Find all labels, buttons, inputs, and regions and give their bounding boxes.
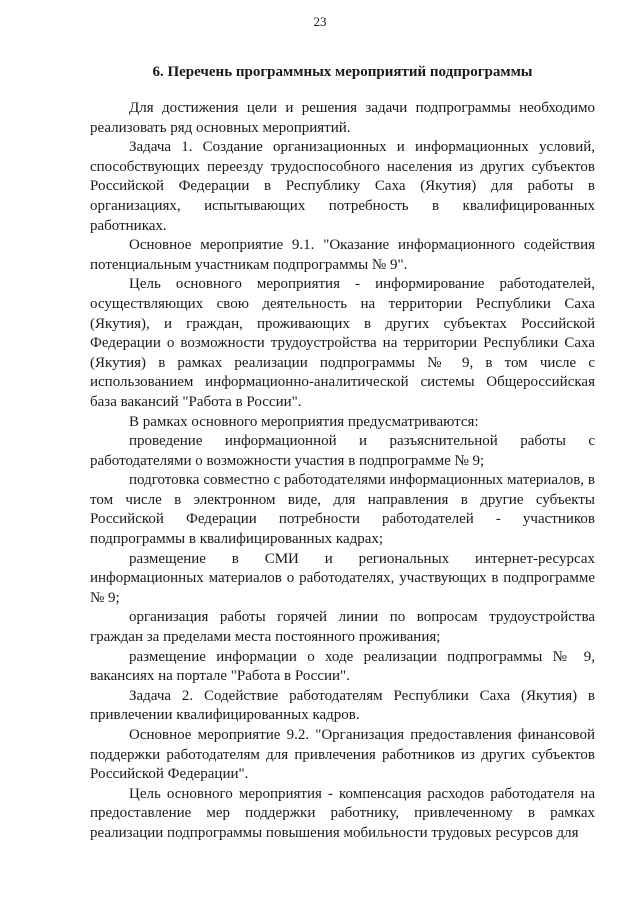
list-item-info-materials: подготовка совместно с работодателями информационных материалов, в том числе в электронном виде, для направления в другие субъекты Российской Федерации потребности работодателей - участников подпрограммы в квалифицированных кадрах;: [90, 472, 595, 548]
list-item-hotline: организация работы горячей линии по вопросам трудоустройства граждан за пределами места постоянного проживания;: [90, 609, 595, 646]
page-number: 23: [313, 14, 327, 29]
paragraph-measure-9-2: Основное мероприятие 9.2. "Организация предоставления финансовой поддержки работодателям для привлечения работников из других субъектов Российской Федерации".: [90, 727, 595, 783]
paragraph-task-2: Задача 2. Содействие работодателям Республики Саха (Якутия) в привлечении квалифицированных кадров.: [90, 687, 595, 724]
paragraph-measure-9-1: Основное мероприятие 9.1. "Оказание информационного содействия потенциальным участникам подпрограммы № 9".: [90, 237, 595, 273]
paragraph-provisions-intro: В рамках основного мероприятия предусматриваются:: [129, 413, 479, 430]
paragraph-task-1: Задача 1. Создание организационных и информационных условий, способствующих переезду трудоспособного населения из других субъектов Российской Федерации в Республику Саха (Якутия) для работы в организациях, испытывающих потребность в квалифицированных работниках.: [90, 139, 595, 234]
list-item-explanatory-work: проведение информационной и разъяснительной работы с работодателями о возможности участия в подпрограмме № 9;: [90, 433, 595, 469]
paragraph-measure-9-1-goal: Цель основного мероприятия - информирование работодателей, осуществляющих свою деятельность на территории Республики Саха (Якутия), и граждан, проживающих в других субъектах Российской Федерации о возможности трудоустройства на территории Республики Саха (Якутия) в рамках реализации подпрограммы № 9, в том числе с использованием информационно-аналитической системы Общероссийская база вакансий "Работа в России".: [90, 276, 595, 410]
section-heading: 6. Перечень программных мероприятий подпрограммы: [152, 64, 533, 80]
list-item-portal-info: размещение информации о ходе реализации подпрограммы № 9, вакансиях на портале "Работа в России".: [90, 648, 595, 685]
paragraph-measure-9-2-goal: Цель основного мероприятия - компенсация расходов работодателя на предоставление мер поддержки работнику, привлеченному в рамках реализации подпрограммы повышения мобильности трудовых ресурсов для: [90, 785, 595, 841]
document-body: [90, 62, 595, 844]
list-item-media-placement: размещение в СМИ и региональных интернет-ресурсах информационных материалов о работодателях, участвующих в подпрограмме № 9;: [90, 550, 595, 606]
paragraph-intro: Для достижения цели и решения задачи подпрограммы необходимо реализовать ряд основных мероприятий.: [90, 100, 595, 136]
